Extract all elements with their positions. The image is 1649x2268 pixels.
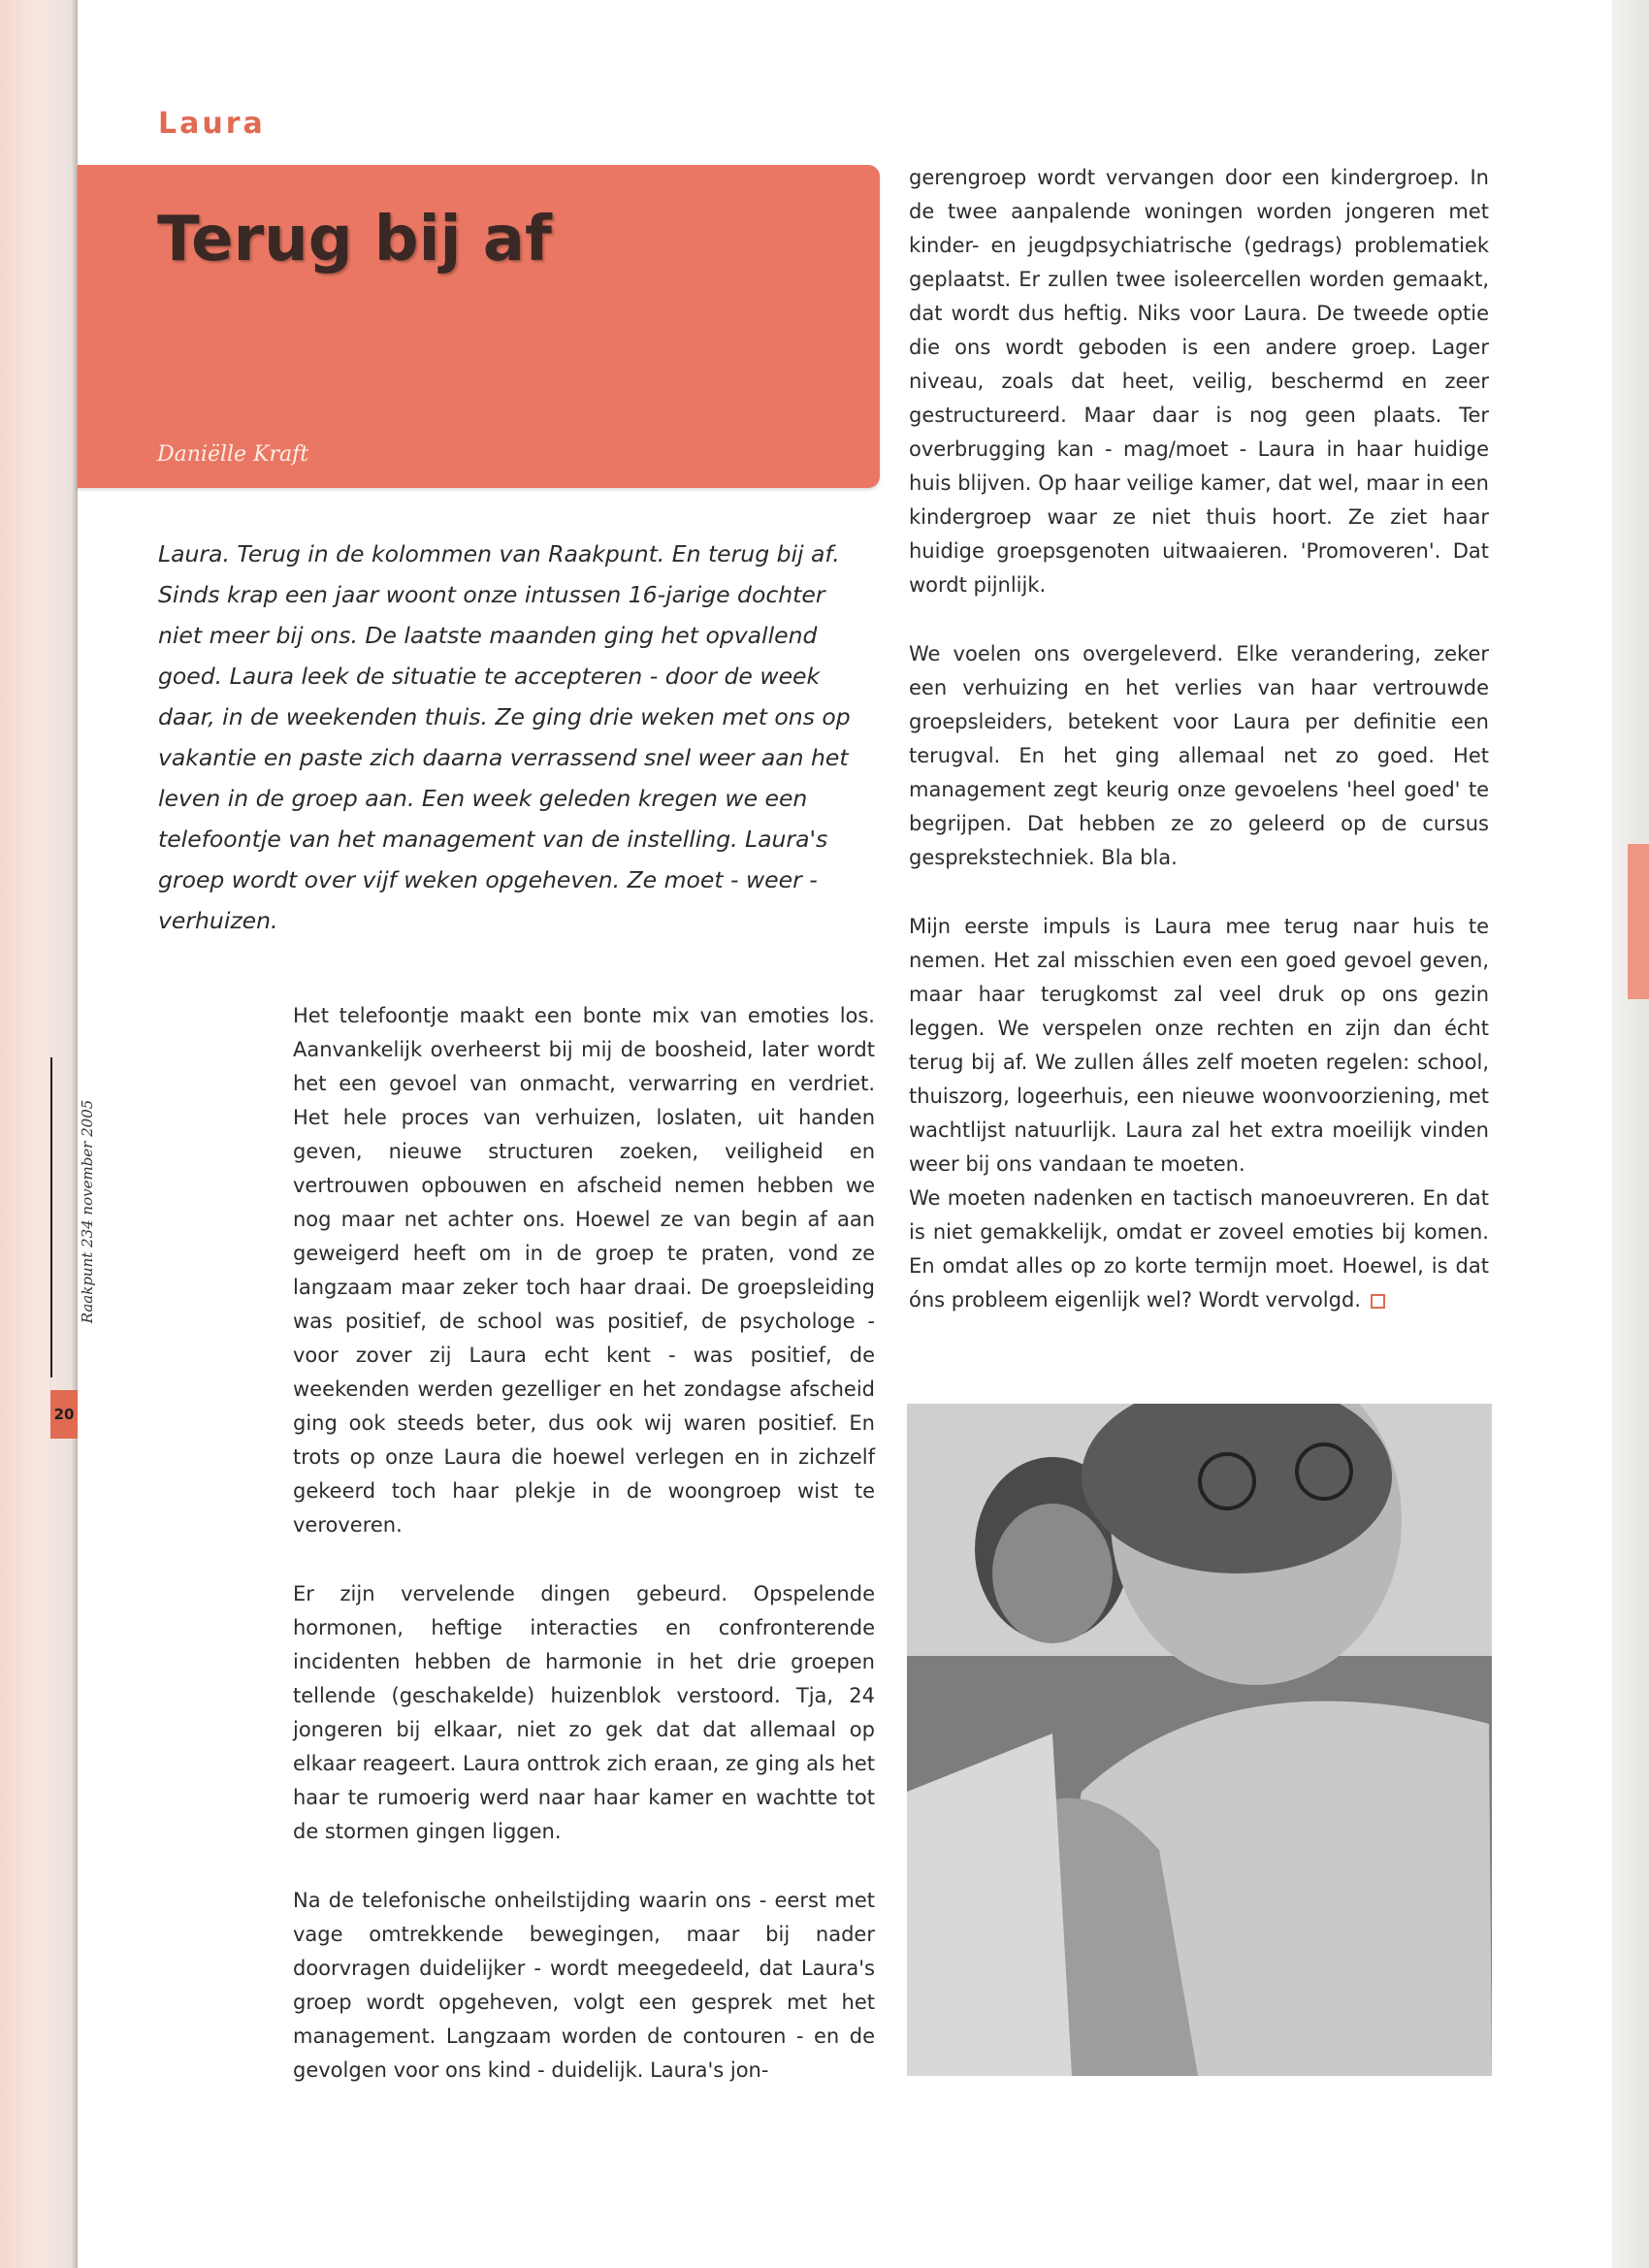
- body-paragraph-last: [909, 1182, 1489, 1317]
- section-label: Laura: [158, 107, 266, 141]
- title-banner: [78, 165, 880, 488]
- body-paragraph: Na de telefonische onheilstijding waarin ons - eerst met vage omtrekkende bewegingen, maar bij nader doorvragen duidelijker - wordt meegedeeld, dat Laura's groep wordt opgeheven, volgt een gesprek met het management. Langzaam worden de contouren - en de gevolgen voor ons kind - duidelijk. Laura's jon-: [293, 1889, 875, 2082]
- body-paragraph-text: We moeten nadenken en tactisch manoeuvreren. En dat is niet gemakkelijk, omdat er zoveel emoties bij komen. En omdat alles op zo korte termijn moet. Hoewel, is dat óns probleem eigenlijk wel? Wordt vervolgd.: [909, 1186, 1489, 1312]
- page-number: 20: [50, 1390, 78, 1439]
- body-column-right: [909, 161, 1489, 1352]
- article-intro: Laura. Terug in de kolommen van Raakpunt. En terug bij af. Sinds krap een jaar woont onze intussen 16-jarige dochter niet meer bij ons. De laatste maanden ging het opvallend goed. Laura leek de situatie te accepteren - door de week daar, in de weekenden thuis. Ze ging drie weken met ons op vakantie en paste zich daarna verrassend snel weer aan het leven in de groep aan. Een week geleden kregen we een telefoontje van het management van de instelling. Laura's groep wordt over vijf weken opgeheven. Ze moet - weer - verhuizen.: [158, 540, 851, 934]
- article-title: Terug bij af: [157, 204, 552, 275]
- page-tab-marker: [1628, 844, 1649, 999]
- body-paragraph: gerengroep wordt vervangen door een kindergroep. In de twee aanpalende woningen worden jongeren met kinder- en jeugdpsychiatrische (gedrags) problematiek geplaatst. Er zullen twee isoleercellen worden gemaakt, dat wordt dus heftig. Niks voor Laura. De tweede optie die ons wordt geboden is een andere groep. Lager niveau, zoals dat heet, veilig, beschermd en zeer gestructureerd. Maar daar is nog geen plaats. Ter overbrugging kan - mag/moet - Laura in haar huidige huis blijven. Op haar veilige kamer, dat wel, maar in een kindergroep waar ze niet thuis hoort. Ze ziet haar huidige groepsgenoten uitwaaieren. 'Promoveren'. Dat wordt pijnlijk.: [909, 166, 1489, 597]
- article-photo: [907, 1404, 1492, 2076]
- author-byline: Daniëlle Kraft: [157, 442, 309, 467]
- body-paragraph: Het telefoontje maakt een bonte mix van emoties los. Aanvankelijk overheerst bij mij de boosheid, later wordt het een gevoel van onmacht, verwarring en verdriet. Het hele proces van verhuizen, loslaten, uit handen geven, nieuwe structuren zoeken, veiligheid en vertrouwen opbouwen en afscheid nemen hebben we nog maar net achter ons. Hoewel ze van begin af aan geweigerd heeft om in de groep te praten, vond ze langzaam maar zeker toch haar draai. De groepsleiding was positief, de school was positief, de psychologe - voor zover zij Laura echt kent - was positief, de weekenden werden gezelliger en het zondagse afscheid ging ook steeds beter, dus ook wij waren positief. En trots op onze Laura die hoewel verlegen en in zichzelf gekeerd toch haar plekje in de woongroep wist te veroveren.: [293, 1004, 875, 1537]
- running-caption: Raakpunt 234 november 2005: [79, 1099, 96, 1324]
- body-column-middle: [293, 999, 875, 2122]
- page-edge-right: [1612, 0, 1649, 2268]
- body-paragraph: Mijn eerste impuls is Laura mee terug naar huis te nemen. Het zal misschien even een goed gevoel geven, maar haar terugkomst zal veel druk op ons gezin leggen. We verspelen onze rechten en zijn dan écht terug bij af. We zullen álles zelf moeten regelen: school, thuiszorg, logeerhuis, een nieuwe woonvoorziening, met wachtlijst natuurlijk. Laura zal het extra moeilijk vinden weer bij ons vandaan te moeten.: [909, 915, 1489, 1176]
- body-paragraph: Er zijn vervelende dingen gebeurd. Opspelende hormonen, heftige interacties en confronterende incidenten hebben de harmonie in het drie groepen tellende (geschakelde) huizenblok verstoord. Tja, 24 jongeren bij elkaar, niet zo gek dat dat allemaal op elkaar reageert. Laura onttrok zich eraan, ze ging als het haar te rumoerig werd naar haar kamer en wachtte tot de stormen gingen liggen.: [293, 1582, 875, 1843]
- sidebar-rule: [50, 1057, 52, 1377]
- end-of-article-icon: [1371, 1294, 1385, 1309]
- page-edge-left: [0, 0, 78, 2268]
- body-paragraph: We voelen ons overgeleverd. Elke verandering, zeker een verhuizing en het verlies van haar vertrouwde groepsleiders, betekent voor Laura per definitie een terugval. En het ging allemaal net zo goed. Het management zegt keurig onze gevoelens 'heel goed' te begrijpen. Dat hebben ze zo geleerd op de cursus gesprekstechniek. Bla bla.: [909, 642, 1489, 869]
- photo-placeholder-graphic: [907, 1404, 1492, 2076]
